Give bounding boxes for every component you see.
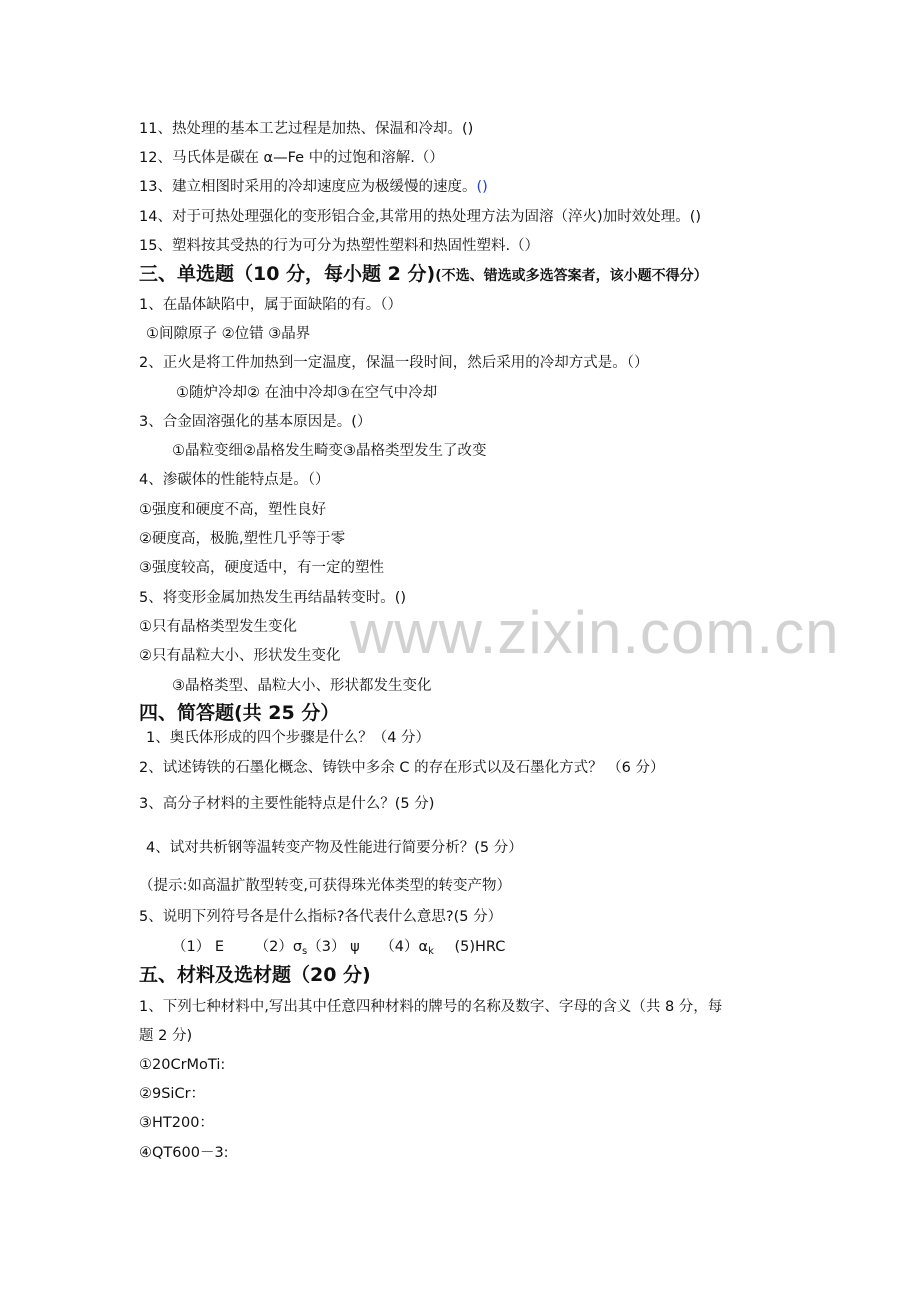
watermark: www.zixin.com.cn (350, 599, 840, 666)
single-q1-options: ①间隙原子 ②位错 ③晶界 (146, 326, 311, 342)
section-4-heading: 四、简答题(共 25 分） (139, 702, 340, 724)
symbol-alpha-k: $(4)\alpha_k$ (380, 939, 434, 957)
judge-item-14: 14、对于可热处理强化的变形铝合金,其常用的热处理方法为固溶（淬火)加时效处理。() (139, 209, 702, 225)
symbols-line (172, 937, 505, 962)
short-q4-hint: （提示:如高温扩散型转变,可获得珠光体类型的转变产物） (139, 878, 511, 894)
single-q1: 1、在晶体缺陷中，属于面缺陷的有。（） (139, 297, 402, 313)
material-item-4: ④QT600－3: (139, 1145, 229, 1161)
material-item-1: ①20CrMoTi: (139, 1057, 226, 1073)
single-q5-option-1: ①只有晶格类型发生变化 (139, 619, 297, 635)
symbol-hrc: (5)HRC (454, 939, 506, 955)
section-5-heading: 五、材料及选材题（20 分) (139, 964, 371, 986)
short-q4: 4、试对共析钢等温转变产物及性能进行简要分析？(5 分） (146, 840, 523, 856)
judge-item-11: 11、热处理的基本工艺过程是加热、保温和冷却。() (139, 121, 474, 137)
materials-intro-line-2: 题 2 分) (139, 1028, 193, 1044)
symbol-psi: （3） ψ (307, 939, 360, 955)
single-q3: 3、合金固溶强化的基本原因是。(） (139, 414, 372, 430)
single-q4-option-3: ③强度较高，硬度适中，有一定的塑性 (139, 560, 384, 576)
judge-item-13: 13、建立相图时采用的冷却速度应为极缓慢的速度。() (139, 179, 488, 195)
single-q5: 5、将变形金属加热发生再结晶转变时。() (139, 590, 407, 606)
single-q4-option-2: ②硬度高，极脆,塑性几乎等于零 (139, 531, 346, 547)
single-q5-option-2: ②只有晶粒大小、形状发生变化 (139, 648, 341, 664)
single-q5-option-3: ③晶格类型、晶粒大小、形状都发生变化 (172, 678, 432, 694)
single-q2: 2、正火是将工件加热到一定温度，保温一段时间，然后采用的冷却方式是。（） (139, 355, 649, 371)
short-q5: 5、说明下列符号各是什么指标?各代表什么意思?(5 分） (139, 909, 503, 925)
section-3-heading: 三、单选题（10 分，每小题 2 分)(不选、错选或多选答案者，该小题不得分） (139, 263, 708, 285)
short-q1: 1、奥氏体形成的四个步骤是什么？（4 分） (146, 730, 431, 746)
single-q4: 4、渗碳体的性能特点是。（） (139, 472, 330, 488)
material-item-2: ②9SiCr： (139, 1086, 206, 1102)
materials-intro-line-1: 1、下列七种材料中,写出其中任意四种材料的牌号的名称及数字、字母的含义（共 8 分，每 (139, 999, 723, 1015)
single-q3-options: ①晶粒变细②晶格发生畸变③晶格类型发生了改变 (172, 443, 487, 459)
material-item-3: ③HT200： (139, 1115, 214, 1131)
single-q4-option-1: ①强度和硬度不高，塑性良好 (139, 502, 326, 518)
judge-item-15: 15、塑料按其受热的行为可分为热塑性塑料和热固性塑料.（） (139, 238, 540, 254)
short-q3: 3、高分子材料的主要性能特点是什么？(5 分) (139, 796, 435, 812)
short-q2: 2、试述铸铁的石墨化概念、铸铁中多余 C 的存在形式以及石墨化方式？ （6 分） (139, 760, 665, 776)
single-q2-options: ①随炉冷却② 在油中冷却③在空气中冷却 (176, 385, 438, 401)
symbol-sigma-s: $(2)\sigma_s$ (254, 939, 308, 957)
judge-item-12: 12、马氏体是碳在 α—Fe 中的过饱和溶解.（） (139, 150, 444, 166)
symbol-e: （1） E (172, 939, 224, 955)
